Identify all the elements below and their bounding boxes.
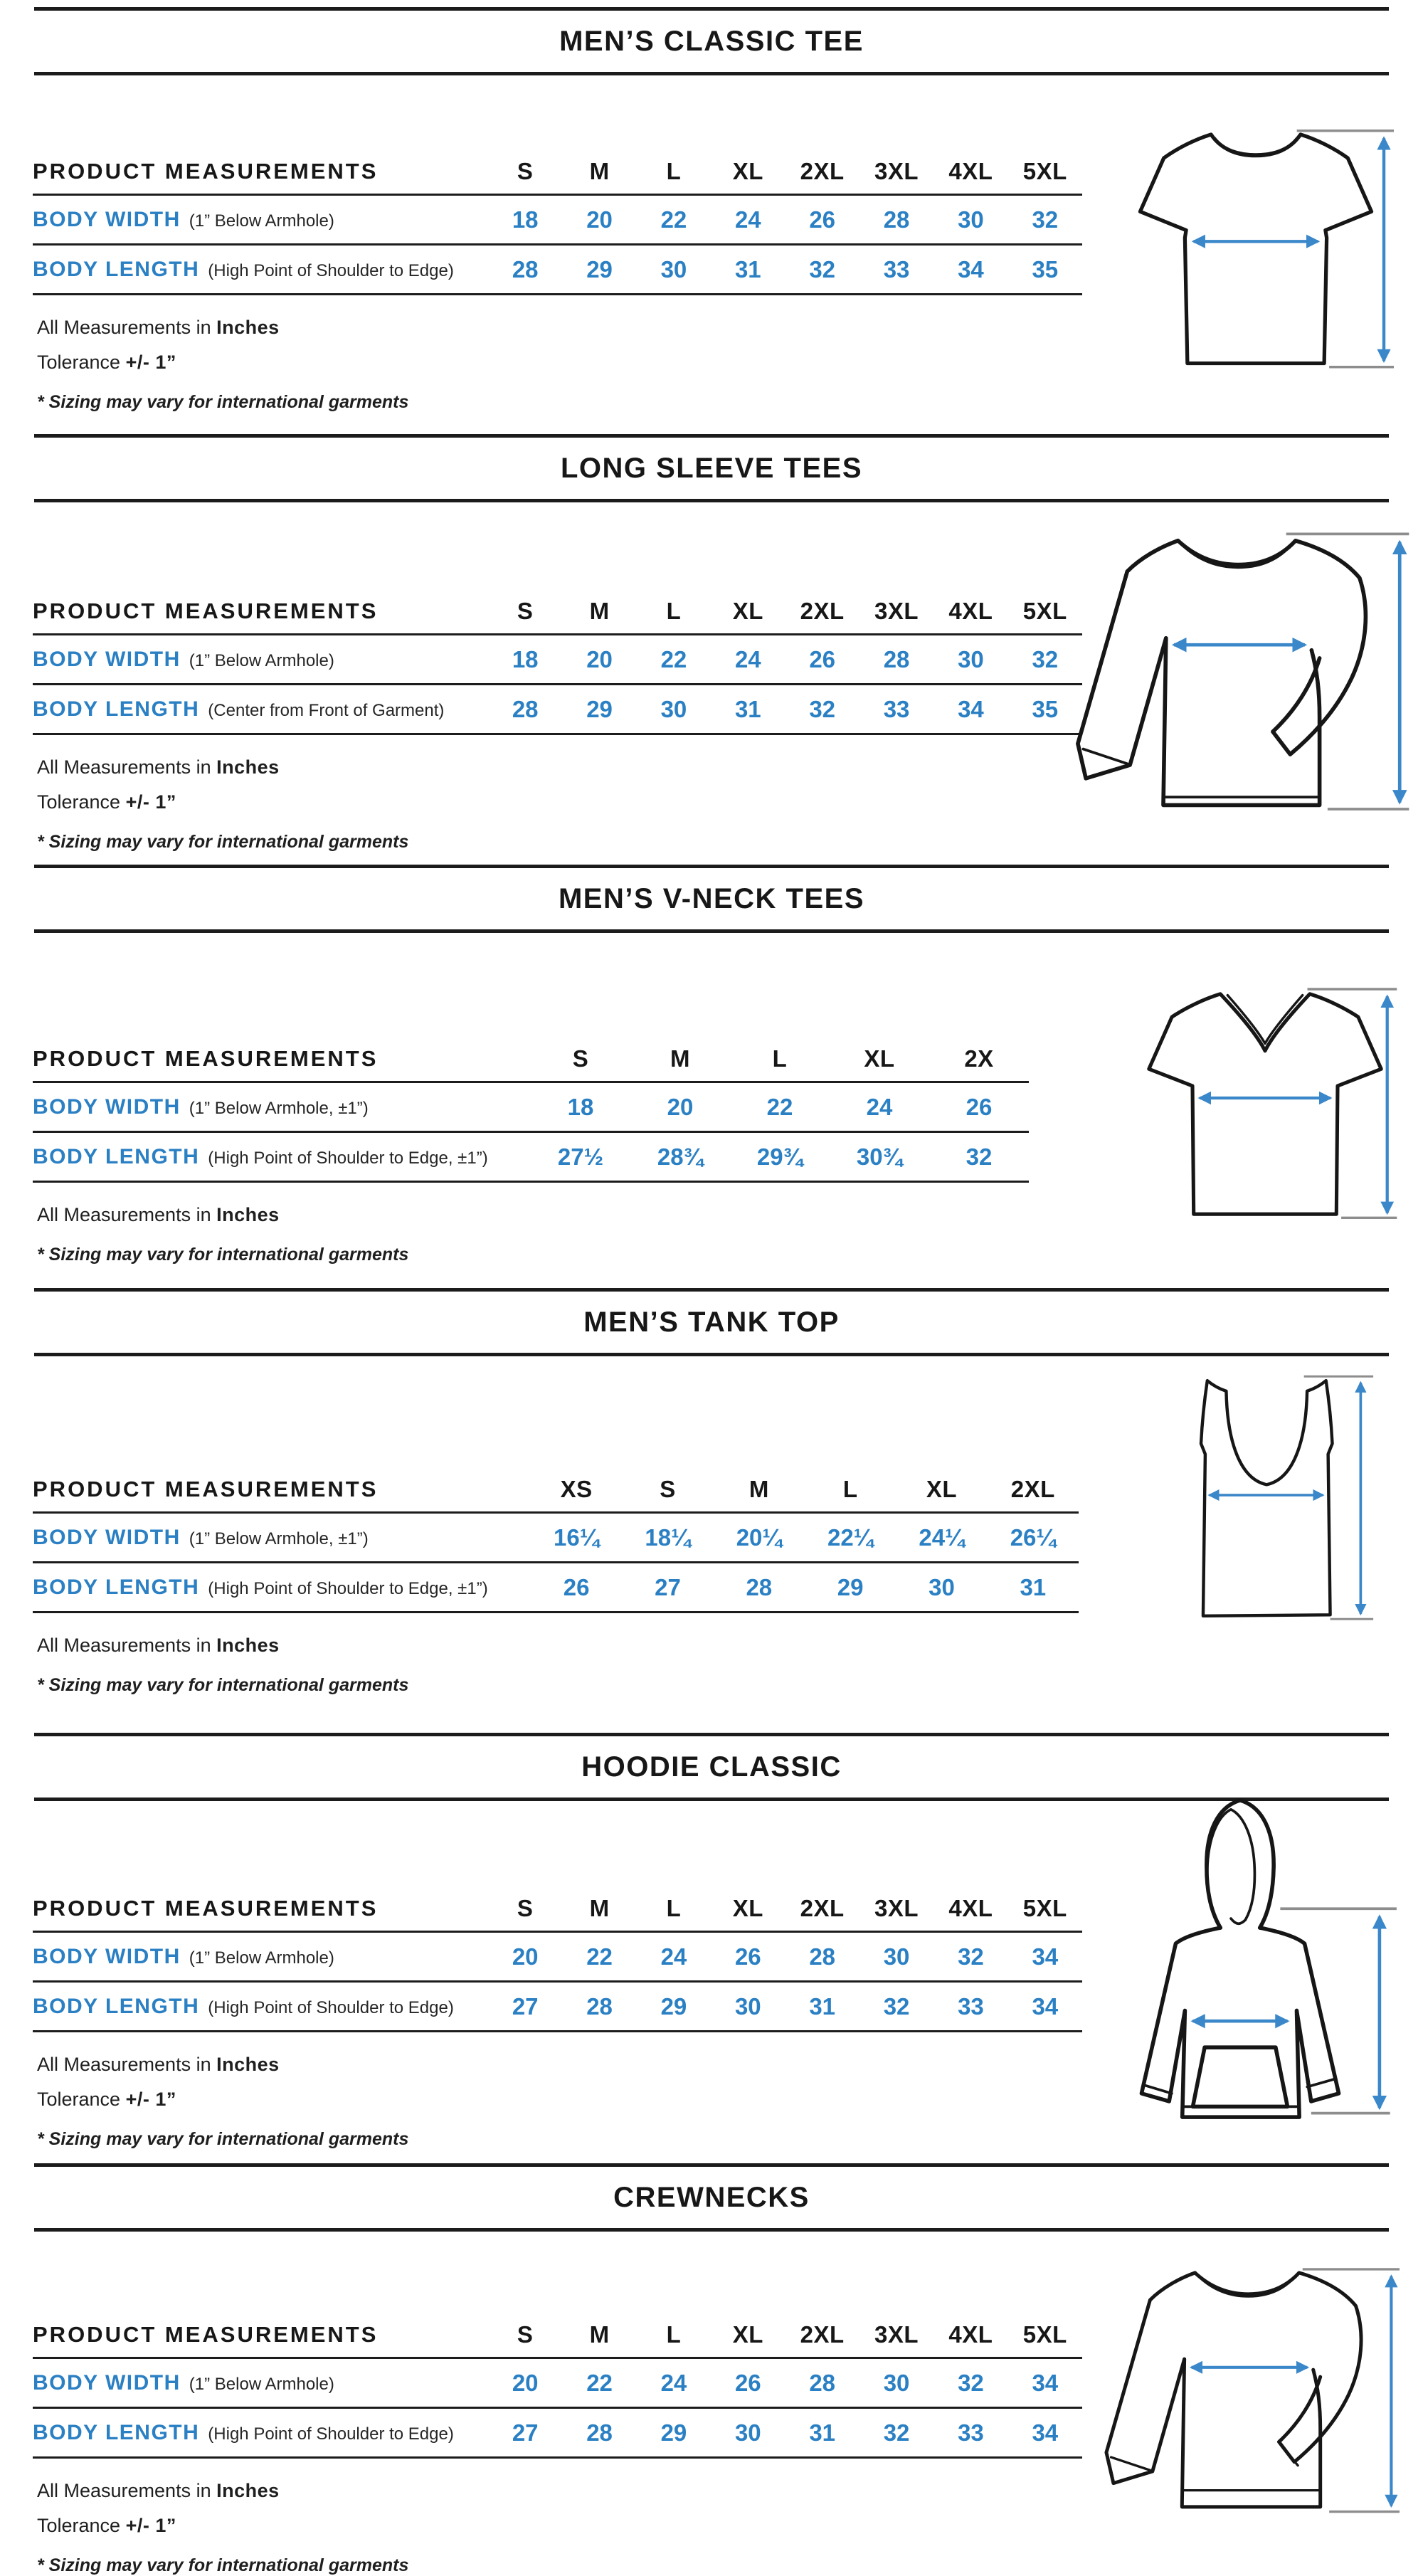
row-note: (1” Below Armhole) [189, 1948, 334, 1968]
measurement-value: 26 [809, 645, 836, 672]
section-mens-classic-tee [0, 7, 1423, 434]
table-row-body-width [33, 1933, 1082, 1983]
row-label: BODY WIDTH [33, 1094, 181, 1119]
measurement-value: 24 [660, 1943, 687, 1970]
size-header: 3XL [874, 158, 919, 184]
size-header: XL [732, 2321, 763, 2348]
size-header-cells [531, 1476, 1079, 1503]
row-label: BODY WIDTH [33, 1944, 181, 1968]
section-mens-tank-top [0, 1288, 1423, 1733]
measurement-value: 24 [734, 645, 761, 672]
measurement-value: 31 [809, 1992, 836, 2020]
table-header-row [33, 1037, 1029, 1083]
measurement-value: 28 [746, 1573, 773, 1600]
table-row-body-length [33, 2409, 1082, 2459]
cuff-line [1083, 749, 1127, 764]
size-header: 3XL [874, 2321, 919, 2348]
table-header-row [33, 589, 1082, 635]
section-header-band [34, 865, 1389, 933]
product-measurements-heading: PRODUCT MEASUREMENTS [33, 598, 379, 623]
measurement-value: 34 [1032, 1943, 1059, 1970]
measurement-value: 29 [837, 1573, 864, 1600]
measurement-value: 32 [1032, 206, 1059, 233]
size-header: 5XL [1022, 158, 1067, 184]
measurement-value: 24 [866, 1093, 893, 1120]
measurement-value: 28 [512, 695, 539, 722]
section-header-band [34, 434, 1389, 502]
row-label: BODY LENGTH [33, 1144, 200, 1168]
measurement-value: 22 [660, 645, 687, 672]
measurement-value: 30 [958, 645, 984, 672]
size-header: 4XL [948, 2321, 993, 2348]
measurement-value: 34 [1032, 2419, 1059, 2446]
table-header-row [33, 1886, 1082, 1933]
measurement-value: 32 [883, 1992, 910, 2020]
table-row-body-width [33, 196, 1082, 246]
measurement-value: 26 [563, 1573, 590, 1600]
measurement-value: 33 [883, 255, 910, 283]
size-table [33, 1467, 1079, 1613]
measurement-value: 26 [809, 206, 836, 233]
measurement-value: 32 [809, 255, 836, 283]
measurement-value: 30 [660, 255, 687, 283]
tee-outline [1149, 994, 1381, 1214]
classic-tee-illustration [1113, 120, 1399, 381]
section-title: HOODIE CLASSIC [581, 1751, 842, 1783]
row-label: BODY LENGTH [33, 1575, 200, 1599]
row-note: (High Point of Shoulder to Edge, ±1”) [208, 1578, 488, 1598]
crewneck-illustration [1096, 2252, 1403, 2529]
row-note: (Center from Front of Garment) [208, 700, 445, 720]
notes [37, 1635, 1423, 1696]
size-header: M [589, 158, 610, 184]
measurement-value: 30 [929, 1573, 955, 1600]
product-measurements-heading: PRODUCT MEASUREMENTS [33, 2322, 379, 2347]
sizing-note: * Sizing may vary for international garments [37, 1245, 409, 1265]
measurement-value: 32 [958, 2369, 984, 2396]
size-header: XL [864, 1045, 895, 1072]
measurement-value: 20 [512, 1943, 539, 1970]
table-header-row [33, 1467, 1079, 1514]
v-neck-tee-illustration [1120, 977, 1410, 1231]
size-header: L [842, 1476, 858, 1502]
section-long-sleeve-tees [0, 434, 1423, 865]
table-row-body-length [33, 1563, 1079, 1613]
measurement-value: 35 [1032, 255, 1059, 283]
row-label: BODY LENGTH [33, 257, 200, 281]
measurement-value: 20 [586, 645, 613, 672]
measurement-value: 29 [586, 695, 613, 722]
size-header: 2XL [1010, 1476, 1055, 1502]
measurements-note: All Measurements in Inches [37, 756, 280, 778]
section-title: MEN’S CLASSIC TEE [559, 26, 864, 57]
row-label: BODY WIDTH [33, 647, 181, 671]
measurement-value: 28 [809, 2369, 836, 2396]
v-neck-line [1227, 996, 1302, 1044]
measurement-value: 28 [586, 1992, 613, 2020]
tolerance-note: Tolerance +/- 1” [37, 352, 176, 373]
measurement-value: 27½ [557, 1143, 604, 1170]
size-table [33, 589, 1082, 735]
size-header: S [517, 2321, 534, 2348]
measurements-note: All Measurements in Inches [37, 1204, 280, 1225]
measurement-value: 28 [586, 2419, 613, 2446]
measurement-value: 28 [512, 255, 539, 283]
measurement-value: 29¾ [756, 1143, 803, 1170]
size-header: M [748, 1476, 769, 1502]
size-header-cells [488, 598, 1082, 625]
row-note: (1” Below Armhole, ±1”) [189, 1529, 369, 1548]
size-header: 5XL [1022, 2321, 1067, 2348]
section-mens-v-neck-tees [0, 865, 1423, 1288]
table-row-body-length [33, 246, 1082, 295]
measurements-note: All Measurements in Inches [37, 2480, 280, 2501]
collar-line [1215, 138, 1296, 154]
tank-top-illustration [1157, 1365, 1377, 1627]
measurement-value: 16¼ [554, 1524, 600, 1551]
measurement-value: 32 [958, 1943, 984, 1970]
measurement-value: 31 [809, 2419, 836, 2446]
size-header-cells [488, 1895, 1082, 1922]
measurement-value: 30 [883, 1943, 910, 1970]
size-header: L [772, 1045, 788, 1072]
measurement-value: 35 [1032, 695, 1059, 722]
size-header: S [517, 1895, 534, 1921]
row-note: (1” Below Armhole) [189, 650, 334, 670]
measurement-value: 33 [883, 695, 910, 722]
measurement-value: 31 [734, 695, 761, 722]
measurement-value: 34 [1032, 2369, 1059, 2396]
measurement-value: 22 [586, 1943, 613, 1970]
row-label: BODY WIDTH [33, 2370, 181, 2395]
hoodie-illustration [1076, 1790, 1405, 2131]
section-header-band [34, 1288, 1389, 1356]
body [1163, 638, 1320, 806]
measurement-value: 33 [958, 1992, 984, 2020]
measurement-value: 34 [958, 255, 984, 283]
row-label: BODY WIDTH [33, 1525, 181, 1549]
tank-outline [1201, 1381, 1333, 1616]
measurement-value: 20¼ [736, 1524, 782, 1551]
table-row-body-width [33, 635, 1082, 685]
cuff-line [1307, 2079, 1335, 2087]
size-header: 4XL [948, 158, 993, 184]
size-header: 5XL [1022, 1895, 1067, 1921]
product-measurements-heading: PRODUCT MEASUREMENTS [33, 1896, 379, 1921]
sizing-note: * Sizing may vary for international garments [37, 2129, 409, 2149]
measurement-value: 30 [958, 206, 984, 233]
size-table [33, 1037, 1029, 1183]
table-row-body-length [33, 1133, 1029, 1183]
row-label: BODY LENGTH [33, 1994, 200, 2018]
product-measurements-heading: PRODUCT MEASUREMENTS [33, 1477, 379, 1501]
size-header: 3XL [874, 598, 919, 624]
size-header: M [670, 1045, 690, 1072]
size-header: 2XL [800, 158, 845, 184]
body [1182, 2359, 1320, 2507]
size-header: 5XL [1022, 598, 1067, 624]
measurement-value: 28 [883, 206, 910, 233]
section-title: LONG SLEEVE TEES [560, 453, 863, 484]
measurement-value: 33 [958, 2419, 984, 2446]
table-row-body-width [33, 2359, 1082, 2409]
long-sleeve-tee-illustration [1066, 517, 1413, 830]
size-header: L [666, 598, 682, 624]
measurement-value: 28¾ [657, 1143, 704, 1170]
sizing-note: * Sizing may vary for international garments [37, 1675, 409, 1695]
measurement-value: 30 [883, 2369, 910, 2396]
measurement-value: 32 [966, 1143, 993, 1170]
measurement-value: 26 [734, 1943, 761, 1970]
measurement-value: 28 [883, 645, 910, 672]
section-title: MEN’S V-NECK TEES [558, 883, 864, 914]
measurement-value: 31 [1020, 1573, 1047, 1600]
size-header: S [517, 598, 534, 624]
size-header-cells [488, 2321, 1082, 2348]
table-row-body-length [33, 685, 1082, 735]
size-header-cells [488, 158, 1082, 185]
size-header: XL [732, 598, 763, 624]
measurement-value: 20 [667, 1093, 694, 1120]
measurement-value: 30 [734, 1992, 761, 2020]
sizing-note: * Sizing may vary for international garments [37, 392, 409, 412]
section-header-band [34, 7, 1389, 75]
section-crewnecks [0, 2163, 1423, 2575]
measurement-value: 26 [966, 1093, 993, 1120]
measurement-value: 26 [734, 2369, 761, 2396]
size-header: 2XL [800, 598, 845, 624]
measurement-value: 24 [734, 206, 761, 233]
measurement-value: 22 [586, 2369, 613, 2396]
measurement-value: 29 [586, 255, 613, 283]
measurement-value: 28 [809, 1943, 836, 1970]
tolerance-note: Tolerance +/- 1” [37, 2089, 176, 2110]
table-header-row [33, 2313, 1082, 2359]
cuff-line [1146, 2086, 1172, 2094]
size-header: 4XL [948, 1895, 993, 1921]
row-label: BODY WIDTH [33, 207, 181, 231]
row-note: (High Point of Shoulder to Edge, ±1”) [208, 1148, 488, 1168]
row-note: (High Point of Shoulder to Edge) [208, 1997, 454, 2017]
cuff-line [1111, 2457, 1150, 2470]
section-hoodie-classic [0, 1733, 1423, 2163]
size-header: 3XL [874, 1895, 919, 1921]
measurements-note: All Measurements in Inches [37, 1635, 280, 1656]
measurement-value: 18 [512, 645, 539, 672]
measurement-value: 18¼ [645, 1524, 691, 1551]
size-header-cells [531, 1045, 1029, 1072]
measurement-value: 20 [512, 2369, 539, 2396]
table-header-row [33, 149, 1082, 196]
row-note: (High Point of Shoulder to Edge) [208, 2424, 454, 2444]
size-header: L [666, 158, 682, 184]
table-row-body-width [33, 1083, 1029, 1133]
tolerance-note: Tolerance +/- 1” [37, 2515, 176, 2536]
shirt-outline [1178, 541, 1366, 754]
measurement-value: 18 [512, 206, 539, 233]
measurements-note: All Measurements in Inches [37, 2054, 280, 2075]
size-header: 2XL [800, 1895, 845, 1921]
size-header: M [589, 2321, 610, 2348]
size-header: XL [732, 158, 763, 184]
measurement-value: 22¼ [827, 1524, 874, 1551]
size-header: 4XL [948, 598, 993, 624]
row-note: (1” Below Armhole) [189, 211, 334, 231]
measurement-value: 27 [655, 1573, 681, 1600]
size-header: 2X [964, 1045, 994, 1072]
size-table [33, 149, 1082, 295]
size-header: L [666, 1895, 682, 1921]
section-title: MEN’S TANK TOP [583, 1307, 840, 1338]
measurement-value: 30 [734, 2419, 761, 2446]
row-note: (High Point of Shoulder to Edge) [208, 260, 454, 280]
measurement-value: 27 [512, 2419, 539, 2446]
size-header: S [572, 1045, 589, 1072]
size-header: XS [560, 1476, 593, 1502]
measurement-value: 29 [660, 2419, 687, 2446]
product-measurements-heading: PRODUCT MEASUREMENTS [33, 159, 379, 184]
size-header: XL [926, 1476, 958, 1502]
size-header: 2XL [800, 2321, 845, 2348]
measurement-value: 30 [660, 695, 687, 722]
size-header: S [660, 1476, 676, 1502]
measurement-value: 31 [734, 255, 761, 283]
section-title: CREWNECKS [613, 2182, 810, 2213]
measurement-value: 32 [809, 695, 836, 722]
measurement-value: 27 [512, 1992, 539, 2020]
measurement-value: 24¼ [919, 1524, 965, 1551]
section-header-band [34, 2163, 1389, 2232]
product-measurements-heading: PRODUCT MEASUREMENTS [33, 1046, 379, 1071]
measurement-value: 18 [567, 1093, 594, 1120]
size-header: M [589, 598, 610, 624]
measurements-note: All Measurements in Inches [37, 317, 280, 338]
measurement-value: 34 [1032, 1992, 1059, 2020]
size-header: XL [732, 1895, 763, 1921]
measurement-value: 20 [586, 206, 613, 233]
size-header: S [517, 158, 534, 184]
measurement-value: 24 [660, 2369, 687, 2396]
measurement-value: 22 [766, 1093, 793, 1120]
measurement-value: 32 [883, 2419, 910, 2446]
size-header: M [589, 1895, 610, 1921]
table-row-body-width [33, 1514, 1079, 1563]
measurement-value: 34 [958, 695, 984, 722]
size-header: L [666, 2321, 682, 2348]
cuff-line [1283, 2446, 1298, 2466]
pocket-outline [1192, 2047, 1287, 2106]
size-table [33, 2313, 1082, 2459]
row-note: (1” Below Armhole) [189, 2374, 334, 2394]
sizing-note: * Sizing may vary for international garments [37, 832, 409, 852]
measurement-value: 29 [660, 1992, 687, 2020]
sizing-note: * Sizing may vary for international garments [37, 2555, 409, 2575]
tee-outline [1140, 134, 1371, 364]
measurement-value: 26¼ [1010, 1524, 1056, 1551]
row-label: BODY LENGTH [33, 2420, 200, 2444]
table-row-body-length [33, 1983, 1082, 2032]
tolerance-note: Tolerance +/- 1” [37, 791, 176, 813]
row-label: BODY LENGTH [33, 697, 200, 721]
measurement-value: 32 [1032, 645, 1059, 672]
row-note: (1” Below Armhole, ±1”) [189, 1098, 369, 1118]
size-table [33, 1886, 1082, 2032]
measurement-value: 30¾ [856, 1143, 903, 1170]
measurement-value: 22 [660, 206, 687, 233]
